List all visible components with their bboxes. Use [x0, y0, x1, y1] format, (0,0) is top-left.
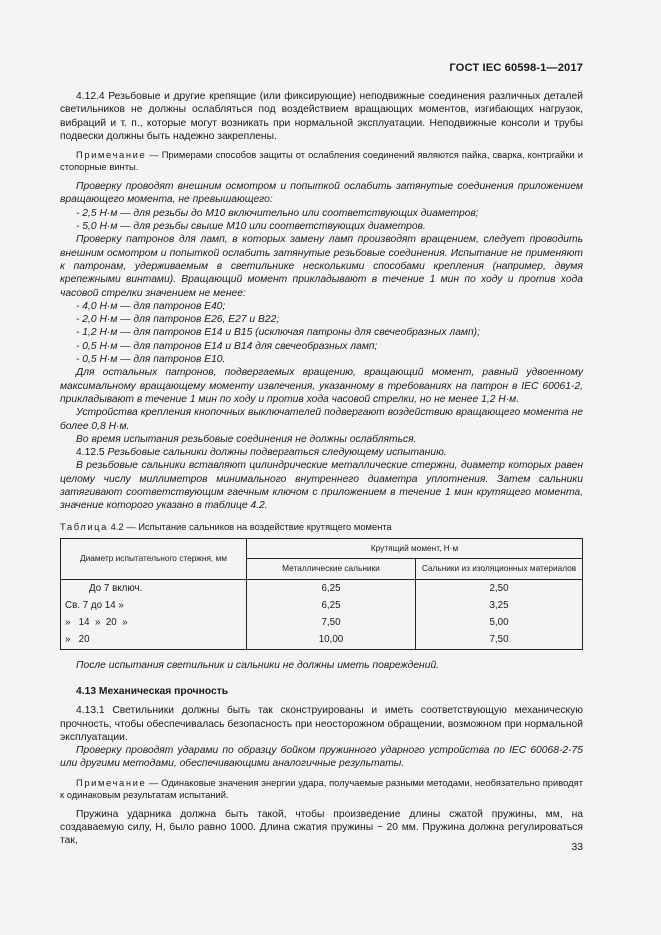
column-header-group: Крутящий момент, Н·м	[247, 538, 583, 558]
clause-4-12-5	[60, 446, 583, 459]
cell-metal: 10,00	[247, 631, 416, 649]
cell-metal: 7,50	[247, 614, 416, 631]
cell-diameter: » 14 » 20 »	[61, 614, 247, 631]
table-caption-label: Таблица	[60, 520, 108, 532]
cell-diameter: » 20	[61, 631, 247, 649]
document-id: ГОСТ IEC 60598-1—2017	[449, 62, 583, 74]
note-1	[60, 149, 583, 173]
test-procedure-7: Проверку проводят ударами по образцу бойком пружинного ударного устройства по IEC 60068-2-75 или другими методами, обеспечивающими аналогичные результаты.	[60, 745, 583, 770]
cell-insulating: 7,50	[416, 631, 583, 649]
table-row	[61, 614, 583, 631]
list-item: - 2,5 Н·м — для резьбы до M10 включительно или соответствующих диаметров;	[76, 207, 479, 219]
column-header-insulating: Сальники из изоляционных материалов	[416, 559, 583, 579]
after-table-text: После испытания светильник и сальники не должны иметь повреждений.	[76, 659, 440, 671]
clause-number: 4.12.5	[76, 447, 108, 459]
cell-diameter: Св. 7 до 14 »	[61, 597, 247, 614]
cell-insulating: 5,00	[416, 614, 583, 631]
table-row	[61, 631, 583, 649]
column-header-metal: Металлические сальники	[247, 559, 416, 579]
page-number: 33	[571, 842, 583, 853]
list-item: - 0,5 Н·м — для патронов E10.	[76, 354, 226, 366]
cell-metal: 6,25	[247, 597, 416, 614]
clause-4-13-1: 4.13.1 Светильники должны быть так сконструированы и иметь соответствующую механическую прочность, чтобы обеспечивалась безопасность при неосторожном обращении, возможном при нормальной эксплуатации.	[60, 705, 583, 743]
test-procedure-6: В резьбовые сальники вставляют цилиндрические металлические стержни, диаметр которых равен целому числу миллиметров минимального внутреннего диаметра уплотнения. Затем сальники затягивают соответствующим гаечным ключом с приложением в течение 1 мин крутящего момента, значение которого указано в таблице 4.2.	[60, 460, 583, 512]
cell-metal: 6,25	[247, 579, 416, 597]
spring-paragraph: Пружина ударника должна быть такой, чтобы произведение длины сжатой пружины, мм, на создаваемую силу, Н, было равно 1000. Длина сжатия пружины ~ 20 мм. Пружина должна регулироваться так,	[60, 808, 583, 847]
note-2-text: — Одинаковые значения энергии удара, получаемые разными методами, необязательно приводят к одинаковым результатам испытаний.	[60, 776, 583, 800]
list-item: - 4,0 Н·м — для патронов E40;	[76, 300, 226, 312]
note-1-label: Примечание	[76, 149, 147, 161]
table-caption	[60, 520, 583, 533]
test-procedure-3: Для остальных патронов, подвергаемых вращению, вращающий момент, равный удвоенному максимальному вращающему моменту извлечения, указанному в требованиях на патрон в IEC 60061-2, прикладывают в течение 1 мин по ходу и против хода часовой стрелки, но не менее 1,2 Н·м.	[60, 367, 583, 405]
test-procedure-5: Во время испытания резьбовые соединения не должны ослабляться.	[76, 433, 417, 445]
list-item: - 1,2 Н·м — для патронов E14 и B15 (исключая патроны для свечеобразных ламп);	[76, 327, 480, 339]
cell-insulating: 2,50	[416, 579, 583, 597]
test-procedure-4: Устройства крепления кнопочных выключателей подвергают воздействию вращающего момента не более 0,8 Н·м.	[60, 407, 583, 432]
note-2	[60, 777, 583, 801]
torque-table	[60, 538, 583, 650]
list-item: - 2,0 Н·м — для патронов E26, E27 и B22;	[76, 314, 280, 326]
note-2-label: Примечание	[76, 776, 147, 788]
table-row	[61, 597, 583, 614]
test-procedure-2: Проверку патронов для ламп, в которых замену ламп производят вращением, следует проводить внешним осмотром и попыткой ослабить затянутые резьбовые соединения. Испытание не применяют к патронам, удерживаемым в светильнике несколькими способами крепления (например, двумя крепежными винтами). Вращающий момент прикладывают в течение 1 мин по ходу и против хода часовой стрелки значением не менее:	[60, 234, 583, 299]
section-title: 4.13 Механическая прочность	[76, 685, 229, 697]
table-caption-text: 4.2 — Испытание сальников на воздействие крутящего момента	[107, 520, 392, 532]
cell-diameter: До 7 включ.	[61, 579, 247, 597]
cell-insulating: 3,25	[416, 597, 583, 614]
list-item: - 0,5 Н·м — для патронов E14 и B14 для свечеобразных ламп;	[76, 340, 378, 352]
clause-text: Резьбовые сальники должны подвергаться следующему испытанию.	[107, 447, 447, 459]
page-content	[60, 90, 583, 848]
test-procedure-1: Проверку проводят внешним осмотром и попыткой ослабить затянутые соединения приложением вращающего момента, не превышающего:	[60, 181, 583, 206]
column-header-diameter: Диаметр испытательного стержня, мм	[61, 538, 247, 579]
note-1-text: — Примерами способов защиты от ослабления соединений являются пайка, сварка, контргайки и стопорные винты.	[60, 149, 583, 173]
clause-4-12-4: 4.12.4 Резьбовые и другие крепящие (или фиксирующие) неподвижные соединения различных деталей светильников не должны ослабляться под воздействием вращающих моментов, изгибающих нагрузок, вибраций и т. п., которые могут возникать при нормальной эксплуатации. Неподвижные консоли и трубы подвески должны быть надежно закреплены.	[60, 91, 583, 142]
list-item: - 5,0 Н·м — для резьбы свыше M10 или соответствующих диаметров.	[76, 221, 426, 233]
table-row	[61, 579, 583, 597]
